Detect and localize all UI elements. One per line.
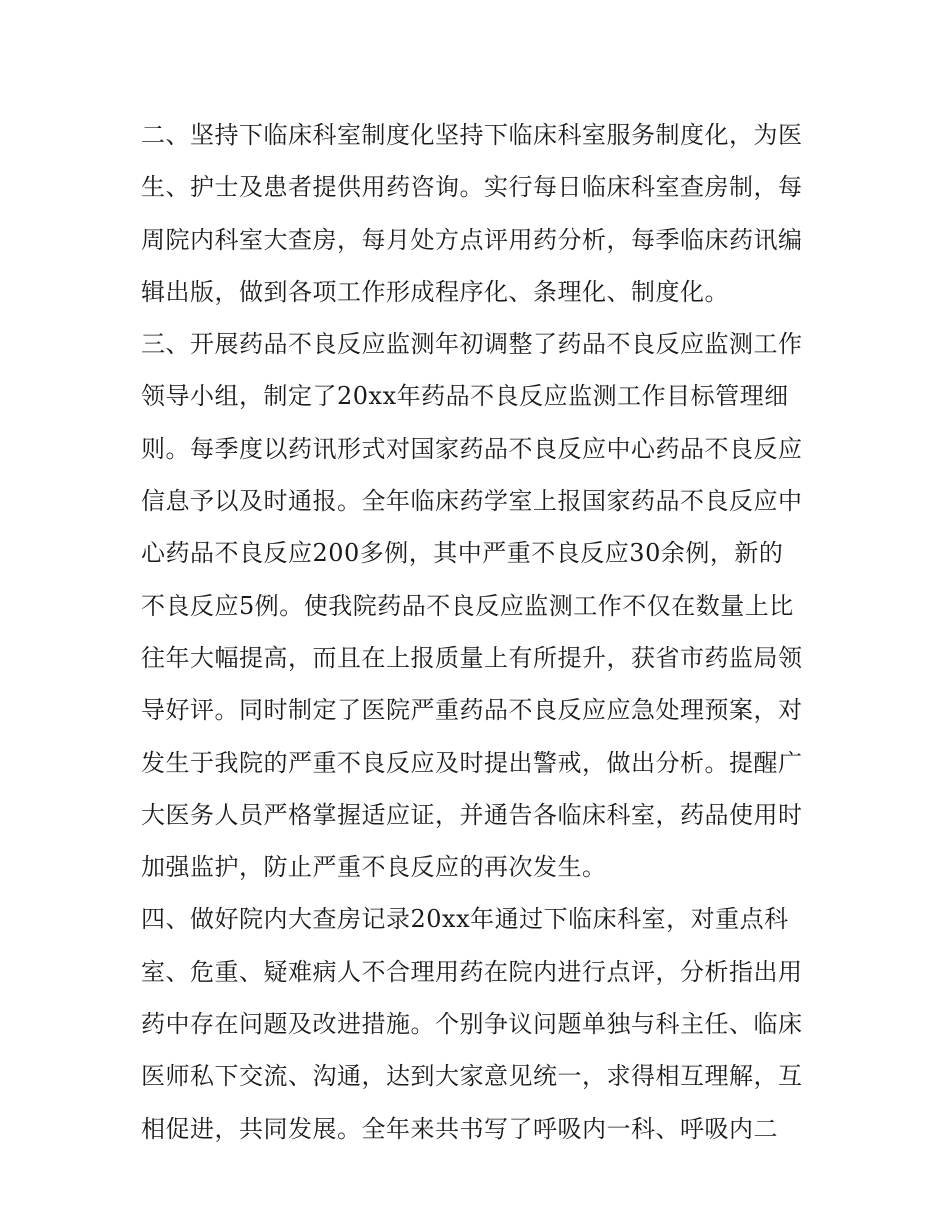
text-line: 四、做好院内大查房记录20xx年通过下临床科室，对重点科 — [141, 905, 789, 934]
text-line: 辑出版，做到各项工作形成程序化、条理化、制度化。 — [141, 277, 729, 306]
text-line: 发生于我院的严重不良反应及时提出警戒，做出分析。提醒广 — [141, 748, 803, 777]
text-line: 领导小组，制定了20xx年药品不良反应监测工作目标管理细 — [141, 382, 789, 411]
text-line: 心药品不良反应200多例，其中严重不良反应30余例，新的 — [141, 539, 784, 568]
text-line: 三、开展药品不良反应监测年初调整了药品不良反应监测工作 — [141, 330, 803, 359]
text-line: 药中存在问题及改进措施。个别争议问题单独与科主任、临床 — [141, 1010, 803, 1039]
text-line: 周院内科室大查房，每月处方点评用药分析，每季临床药讯编 — [141, 225, 803, 254]
text-line: 生、护士及患者提供用药咨询。实行每日临床科室查房制，每 — [141, 173, 803, 202]
text-line: 则。每季度以药讯形式对国家药品不良反应中心药品不良反应 — [141, 434, 803, 463]
text-line: 导好评。同时制定了医院严重药品不良反应应急处理预案，对 — [141, 696, 803, 725]
text-line: 二、坚持下临床科室制度化坚持下临床科室服务制度化，为医 — [141, 121, 803, 149]
text-line: 加强监护，防止严重不良反应的再次发生。 — [141, 853, 607, 882]
body-text — [141, 109, 841, 1155]
text-line: 医师私下交流、沟通，达到大家意见统一，求得相互理解，互 — [141, 1062, 803, 1091]
text-line: 信息予以及时通报。全年临床药学室上报国家药品不良反应中 — [141, 487, 803, 516]
text-line: 不良反应5例。使我院药品不良反应监测工作不仅在数量上比 — [141, 591, 794, 620]
text-line: 室、危重、疑难病人不合理用药在院内进行点评，分析指出用 — [141, 957, 803, 986]
text-line: 往年大幅提高，而且在上报质量上有所提升，获省市药监局领 — [141, 643, 803, 672]
text-line: 相促进，共同发展。全年来共书写了呼吸内一科、呼吸内二 — [141, 1114, 778, 1143]
text-line: 大医务人员严格掌握适应证，并通告各临床科室，药品使用时 — [141, 800, 803, 829]
